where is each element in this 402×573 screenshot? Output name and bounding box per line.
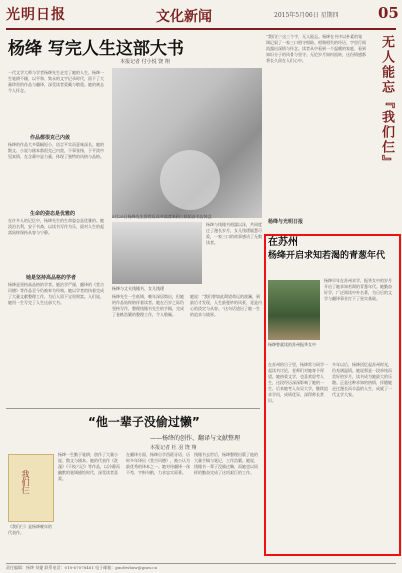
cutout-text: 多年以后，杨绛回忆起苏州时光，仍充满温情。她说那是一段单纯而美好的岁月，读书成为她最大的乐趣。正是这种求知的热情，伴随她走过漫长而丰盈的人生，成就了一代文学大家。 [332, 362, 392, 397]
masthead [6, 4, 399, 30]
body-text: 她说：“我们曾如此渴望命运的波澜，到最后才发现，人生最曼妙的风景，竟是内心的淡定与从容。”这句话道出了她一生的追求与境界。 [190, 294, 262, 317]
lower-headline: “他一辈子没偷过懒” [88, 415, 200, 429]
body-text: 一代文学大师与学者杨绛先生走完了她的人生。杨绛一生笔耕不辍，以平和、隽永的文字记录时代，留下了大量珍贵的作品与翻译，深受读者爱戴与敬重。她的离去令人怀念。 [8, 70, 104, 93]
subhead-1: 作品都很克己内敛 [30, 135, 71, 141]
body-text: 杨绛的作品大多篇幅短小，语言平实而意味深长。她的散文、小说与剧本都很克己内敛，不事张扬，于平淡中见真情，在含蓄中显力量，体现了独特的风格与品格。 [8, 142, 104, 159]
lower-byline: 本报记者 杜 羽 饶 翔 [150, 445, 197, 451]
portrait-overlay [160, 150, 220, 210]
main-byline: 本报记者 付小悦 饶 翔 [120, 59, 170, 65]
family-photo [112, 222, 202, 284]
body-text: 杨绛先生一生低调，晚年深居简出，但她的作品始终陪伴着读者。她在百岁之际仍坚持写作，整理钱锺书先生的手稿，完成了卷帙浩繁的整理工作，令人敬佩。 [112, 294, 184, 317]
newspaper-logo: 光明日报 [6, 7, 66, 23]
cutout-title: 杨绛开启求知若渴的青葱年代 [268, 251, 386, 261]
photo-caption: 5月25日杨绛先生辞世后众多读者来到三联韬奋书店悼念 [112, 214, 212, 219]
lower-subhead: ——杨绛的创作、翻译与文献整理 [150, 435, 241, 442]
column-label: 杨绛与光明日报 [268, 219, 304, 225]
cutout-photo-caption: 杨绛曾就读的苏州振华女中 [268, 342, 316, 347]
subhead-3: 她是坚持高品格的学者 [26, 275, 77, 281]
book-title: 我们仨 [21, 470, 30, 494]
side-column-text: “我们仨”这三个字，无人能忘。杨绛在书中以朴素的笔调记叙了一家三口相守相助、相聚相失的经历，字里行间流露出深情与怀念。读者从中看到一个温暖的家庭，看到知识分子的风骨与坚守。无论岁月如何流转，这份情感都将长久留在人们心中。 [266, 34, 366, 63]
page-number: 05 [378, 4, 399, 22]
section-title: 文化新闻 [156, 9, 212, 25]
school-photo [268, 280, 320, 340]
issue-date: 2015年5月06日 星期四 [274, 12, 339, 19]
book-cover [8, 454, 54, 522]
cutout-text: 在苏州的日子里，杨绛常与同学一起读书讨论，老师们对她寄予厚望。她热爱文学，也喜欢思考人生，这段经历深深影响了她的一生。后来她考入东吴大学，继续追求学问，成绩优异，深得师长赏识。 [268, 362, 328, 403]
lower-text: 在翻译方面，杨绛自学西班牙语，历时多年译出《堂吉诃德》，被公认为最优秀的译本之一。她对待翻译一丝不苟，字斟句酌，力求忠实原著。 [126, 452, 190, 475]
footer: 责任编辑：杨绛 刘捷 联系电话：010-67078461 电子邮箱：gmrbwhxw@gmw.cn [6, 563, 396, 571]
body-text: 在许多人的记忆中，杨绛先生的生命姿态是优雅的。她淡泊名利，安于书斋，以读书写作为乐，面对人生的起落始终保持从容与宁静。 [8, 218, 104, 235]
cutout-text: 杨绛早年在苏州求学，振华女中的岁月开启了她求知若渴的青葱年代。她勤奋好学，广泛阅读中外名著，为日后的文学与翻译事业打下了坚实基础。 [324, 278, 392, 301]
book-caption-text: 《我们仨》是杨绛晚年的代表作。 [8, 524, 52, 535]
lower-text: 钱锺书去世后，杨绛整理出版了他的大量手稿与笔记，工作浩繁。她说，钱锺书一辈子没偷过懒，而她也以同样的勤奋完成了这项艰巨的工作。 [194, 452, 258, 475]
lower-text: 杨绛一生勤于笔耕，创作了大量小说、散文与剧本。她的代表作《洗澡》《干校六记》等作品，以冷静而幽默的笔调描绘时代，深受读者喜爱。 [58, 452, 120, 481]
cutout-kicker: 在苏州 [268, 237, 298, 248]
side-column-title: 无人能忘『我们仨』 [379, 35, 394, 170]
body-text: 杨绛是坚持高品格的学者。她治学严谨，翻译的《堂吉诃德》等作品至今仍被奉为经典。她以学者的执着完成了大量文献整理工作，为后人留下宝贵财富。人们说，她用一生写完了人生这部大书。 [8, 282, 104, 305]
body-text: 杨绛与钱锺书相濡以沫，共同度过了漫长岁月，女儿钱瑗聪慧可爱，一家三口的故事感动了无数读者。 [206, 222, 262, 245]
subhead-2: 生命的姿态是优雅的 [30, 211, 76, 217]
divider [6, 408, 260, 409]
family-photo-caption: 杨绛与丈夫钱锺书、女儿钱瑗 [112, 286, 164, 291]
main-headline: 杨绛 写完人生这部大书 [8, 39, 184, 59]
